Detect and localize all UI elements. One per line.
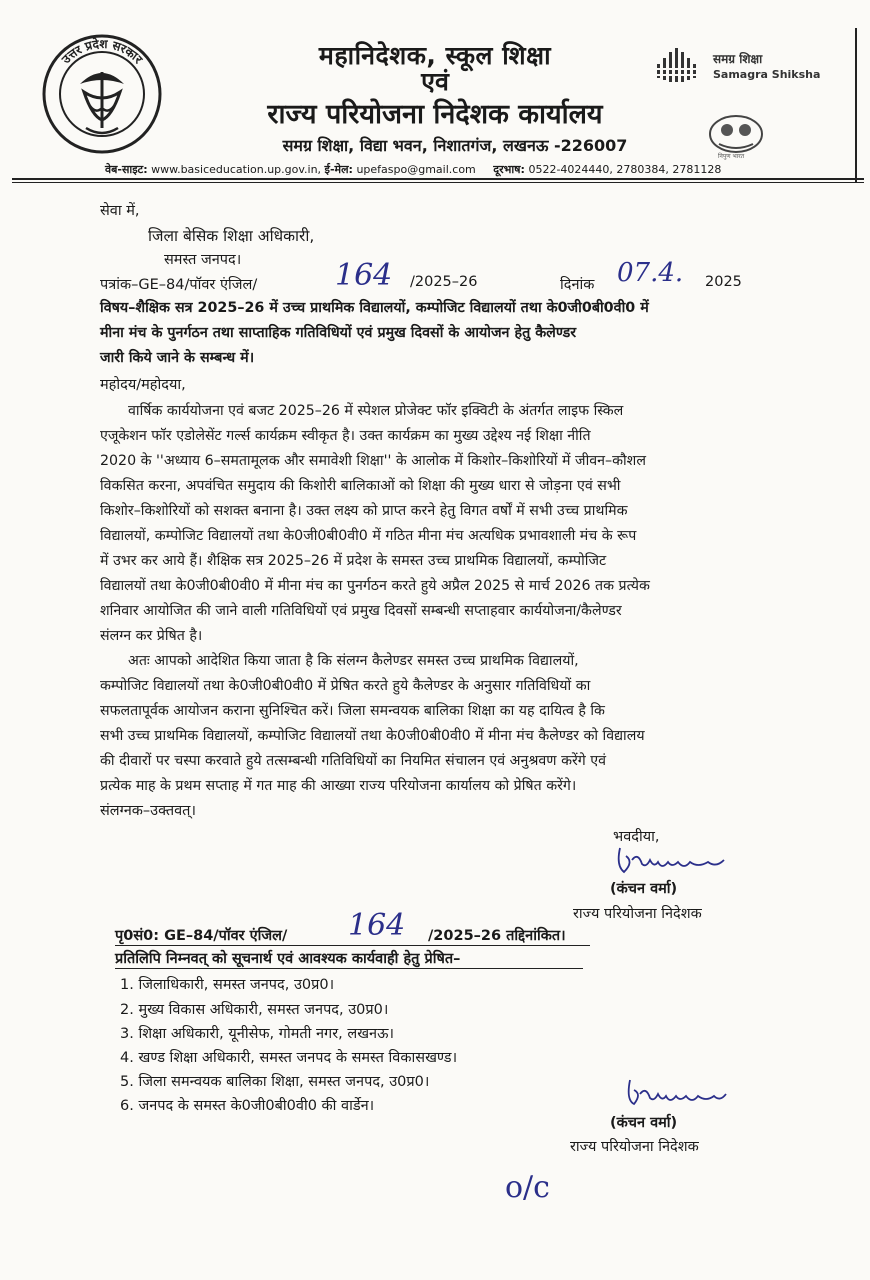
samagra-hindi-label: समग्र शिक्षा — [713, 52, 763, 66]
copy-heading-underline — [115, 968, 583, 969]
samagra-shiksha-logo-icon — [655, 44, 701, 90]
date-year: 2025 — [705, 274, 742, 290]
para1-line: संलग्न कर प्रेषित है। — [100, 628, 203, 644]
header-vertical-divider — [855, 28, 857, 183]
copy-item: 6. जनपद के समस्त के0जी0बी0वी0 की वार्डेन। — [120, 1098, 375, 1114]
copy-signature-handwritten — [622, 1074, 732, 1110]
recipient: जिला बेसिक शिक्षा अधिकारी, — [148, 227, 315, 245]
website-link[interactable]: www.basiceducation.up.gov.in, — [151, 163, 322, 176]
subject-line-3: जारी किये जाने के सम्बन्ध में। — [100, 350, 255, 366]
enclosure: संलग्नक–उक्तवत्। — [100, 803, 196, 819]
closing: भवदीया, — [613, 829, 660, 845]
para1-line: में उभर कर आये हैं। शैक्षिक सत्र 2025–26 में प्रदेश के समस्त उच्च प्राथमिक विद्यालयों, कम्पोजिट — [100, 553, 607, 569]
website-label: वेब-साइट: — [105, 163, 148, 176]
office-copy-note-handwritten: o/c — [505, 1170, 550, 1205]
signatory-name: (कंचन वर्मा) — [610, 881, 678, 897]
copy-reference-suffix: /2025–26 तद्दिनांकित। — [428, 928, 566, 944]
office-title-line1: महानिदेशक, स्कूल शिक्षा — [318, 41, 552, 70]
date-handwritten: 07.4. — [617, 258, 684, 288]
salutation-to: सेवा में, — [100, 203, 140, 219]
office-address: समग्र शिक्षा, विद्या भवन, निशातगंज, लखनऊ -226007 — [282, 136, 628, 155]
para1-line: 2020 के ''अध्याय 6–समतामूलक और समावेशी शिक्षा'' के आलोक में किशोर–किशोरियों में जीवन–कौशल — [100, 453, 646, 469]
salutation: महोदय/महोदया, — [100, 377, 186, 393]
signature-handwritten — [612, 838, 732, 878]
copy-signatory-title: राज्य परियोजना निदेशक — [570, 1139, 699, 1155]
subject-line-1: विषय–शैक्षिक सत्र 2025–26 में उच्च प्राथमिक विद्यालयों, कम्पोजिट विद्यालयों तथा के0जी0बी0वी0 में — [100, 300, 649, 316]
recipient-area: समस्त जनपद। — [164, 252, 242, 268]
copy-reference-number-handwritten: 164 — [348, 908, 406, 943]
reference-prefix: पत्रांक–GE–84/पॉवर एंजिल/ — [100, 277, 258, 293]
copy-item: 1. जिलाधिकारी, समस्त जनपद, उ0प्र0। — [120, 977, 335, 993]
para2-line: सफलतापूर्वक आयोजन कराना सुनिश्चित करें। जिला समन्वयक बालिका शिक्षा का यह दायित्व है कि — [100, 703, 605, 719]
copy-item: 5. जिला समन्वयक बालिका शिक्षा, समस्त जनपद, उ0प्र0। — [120, 1074, 430, 1090]
header-divider — [12, 178, 864, 180]
copy-reference-underline — [115, 945, 590, 946]
header-divider-thin — [12, 182, 864, 183]
para1-line: विकसित करना, अपवंचित समुदाय की किशोरी बालिकाओं को शिक्षा की मुख्य धारा से जोड़ना एवं सभी — [100, 478, 621, 494]
samagra-english-label: Samagra Shiksha — [713, 68, 821, 81]
reference-year: /2025–26 — [410, 274, 478, 290]
para1-line: शनिवार आयोजित की जाने वाली गतिविधियों एवं प्रमुख दिवसों सम्बन्धी सप्ताहवार कार्ययोजना/कैलेण्डर — [100, 603, 622, 619]
para2-line: अतः आपको आदेशित किया जाता है कि संलग्न कैलेण्डर समस्त उच्च प्राथमिक विद्यालयों, — [128, 653, 579, 669]
email-link[interactable]: upefaspo@gmail.com — [356, 163, 476, 176]
para1-line: वार्षिक कार्ययोजना एवं बजट 2025–26 में स्पेशल प्रोजेक्ट फॉर इक्विटी के अंतर्गत लाइफ स्किल — [128, 403, 624, 419]
para2-line: कम्पोजिट विद्यालयों तथा के0जी0बी0वी0 में प्रेषित करते हुये कैलेण्डर के अनुसार गतिविधियों का — [100, 678, 591, 694]
phone-label: दूरभाष: — [493, 163, 525, 176]
email-label: ई-मेल: — [324, 163, 353, 176]
office-title-line2: एवं — [421, 67, 449, 96]
copy-reference-prefix: पृ0सं0: GE–84/पॉवर एंजिल/ — [115, 928, 288, 944]
para1-line: विद्यालयों तथा के0जी0बी0वी0 में मीना मंच का पुनर्गठन करते हुये अप्रैल 2025 से मार्च 2026 तक प्रत्येक — [100, 578, 650, 594]
para1-line: एजूकेशन फॉर एडोलेसेंट गर्ल्स कार्यक्रम स्वीकृत है। उक्त कार्यक्रम का मुख्य उद्देश्य नई शिक्षा नीति — [100, 428, 591, 444]
contact-line — [105, 162, 721, 177]
para2-line: सभी उच्च प्राथमिक विद्यालयों, कम्पोजिट विद्यालयों तथा के0जी0बी0वी0 में मीना मंच कैलेण्डर को विद्यालय — [100, 728, 645, 744]
emblem-text: उत्तर प्रदेश सरकार — [58, 36, 146, 67]
copy-signatory-name: (कंचन वर्मा) — [610, 1115, 678, 1131]
para1-line: किशोर–किशोरियों को सशक्त बनाना है। उक्त लक्ष्य को प्राप्त करने हेतु विगत वर्षों में सभी उच्च प्राथमिक — [100, 503, 628, 519]
copy-item: 3. शिक्षा अधिकारी, यूनीसेफ, गोमती नगर, लखनऊ। — [120, 1026, 394, 1042]
subject-line-2: मीना मंच के पुनर्गठन तथा साप्ताहिक गतिविधियों एवं प्रमुख दिवसों के आयोजन हेतु कैलेण्डर — [100, 325, 577, 341]
copy-item: 4. खण्ड शिक्षा अधिकारी, समस्त जनपद के समस्त विकासखण्ड। — [120, 1050, 458, 1066]
nipun-bharat-label: निपुण भारत — [718, 153, 745, 160]
copy-item: 2. मुख्य विकास अधिकारी, समस्त जनपद, उ0प्र0। — [120, 1002, 389, 1018]
office-title-line3: राज्य परियोजना निदेशक कार्यालय — [267, 99, 603, 130]
copy-heading: प्रतिलिपि निम्नवत् को सूचनार्थ एवं आवश्यक कार्यवाही हेतु प्रेषित– — [115, 951, 461, 967]
para2-line: प्रत्येक माह के प्रथम सप्ताह में गत माह की आख्या राज्य परियोजना कार्यालय को प्रेषित करेंगे। — [100, 778, 577, 794]
para1-line: विद्यालयों, कम्पोजिट विद्यालयों तथा के0जी0बी0वी0 में गठित मीना मंच अत्यधिक प्रभावशाली मंच के रूप — [100, 528, 637, 544]
reference-number-handwritten: 164 — [335, 258, 393, 293]
phone-numbers: 0522-4024440, 2780384, 2781128 — [528, 163, 722, 176]
nipun-bharat-logo-icon — [705, 108, 767, 156]
date-label: दिनांक — [560, 277, 595, 293]
para2-line: की दीवारों पर चस्पा करवाते हुये तत्सम्बन्धी गतिविधियों का नियमित संचालन एवं अनुश्रवण करेंगे एवं — [100, 753, 607, 769]
signatory-title: राज्य परियोजना निदेशक — [573, 906, 702, 922]
